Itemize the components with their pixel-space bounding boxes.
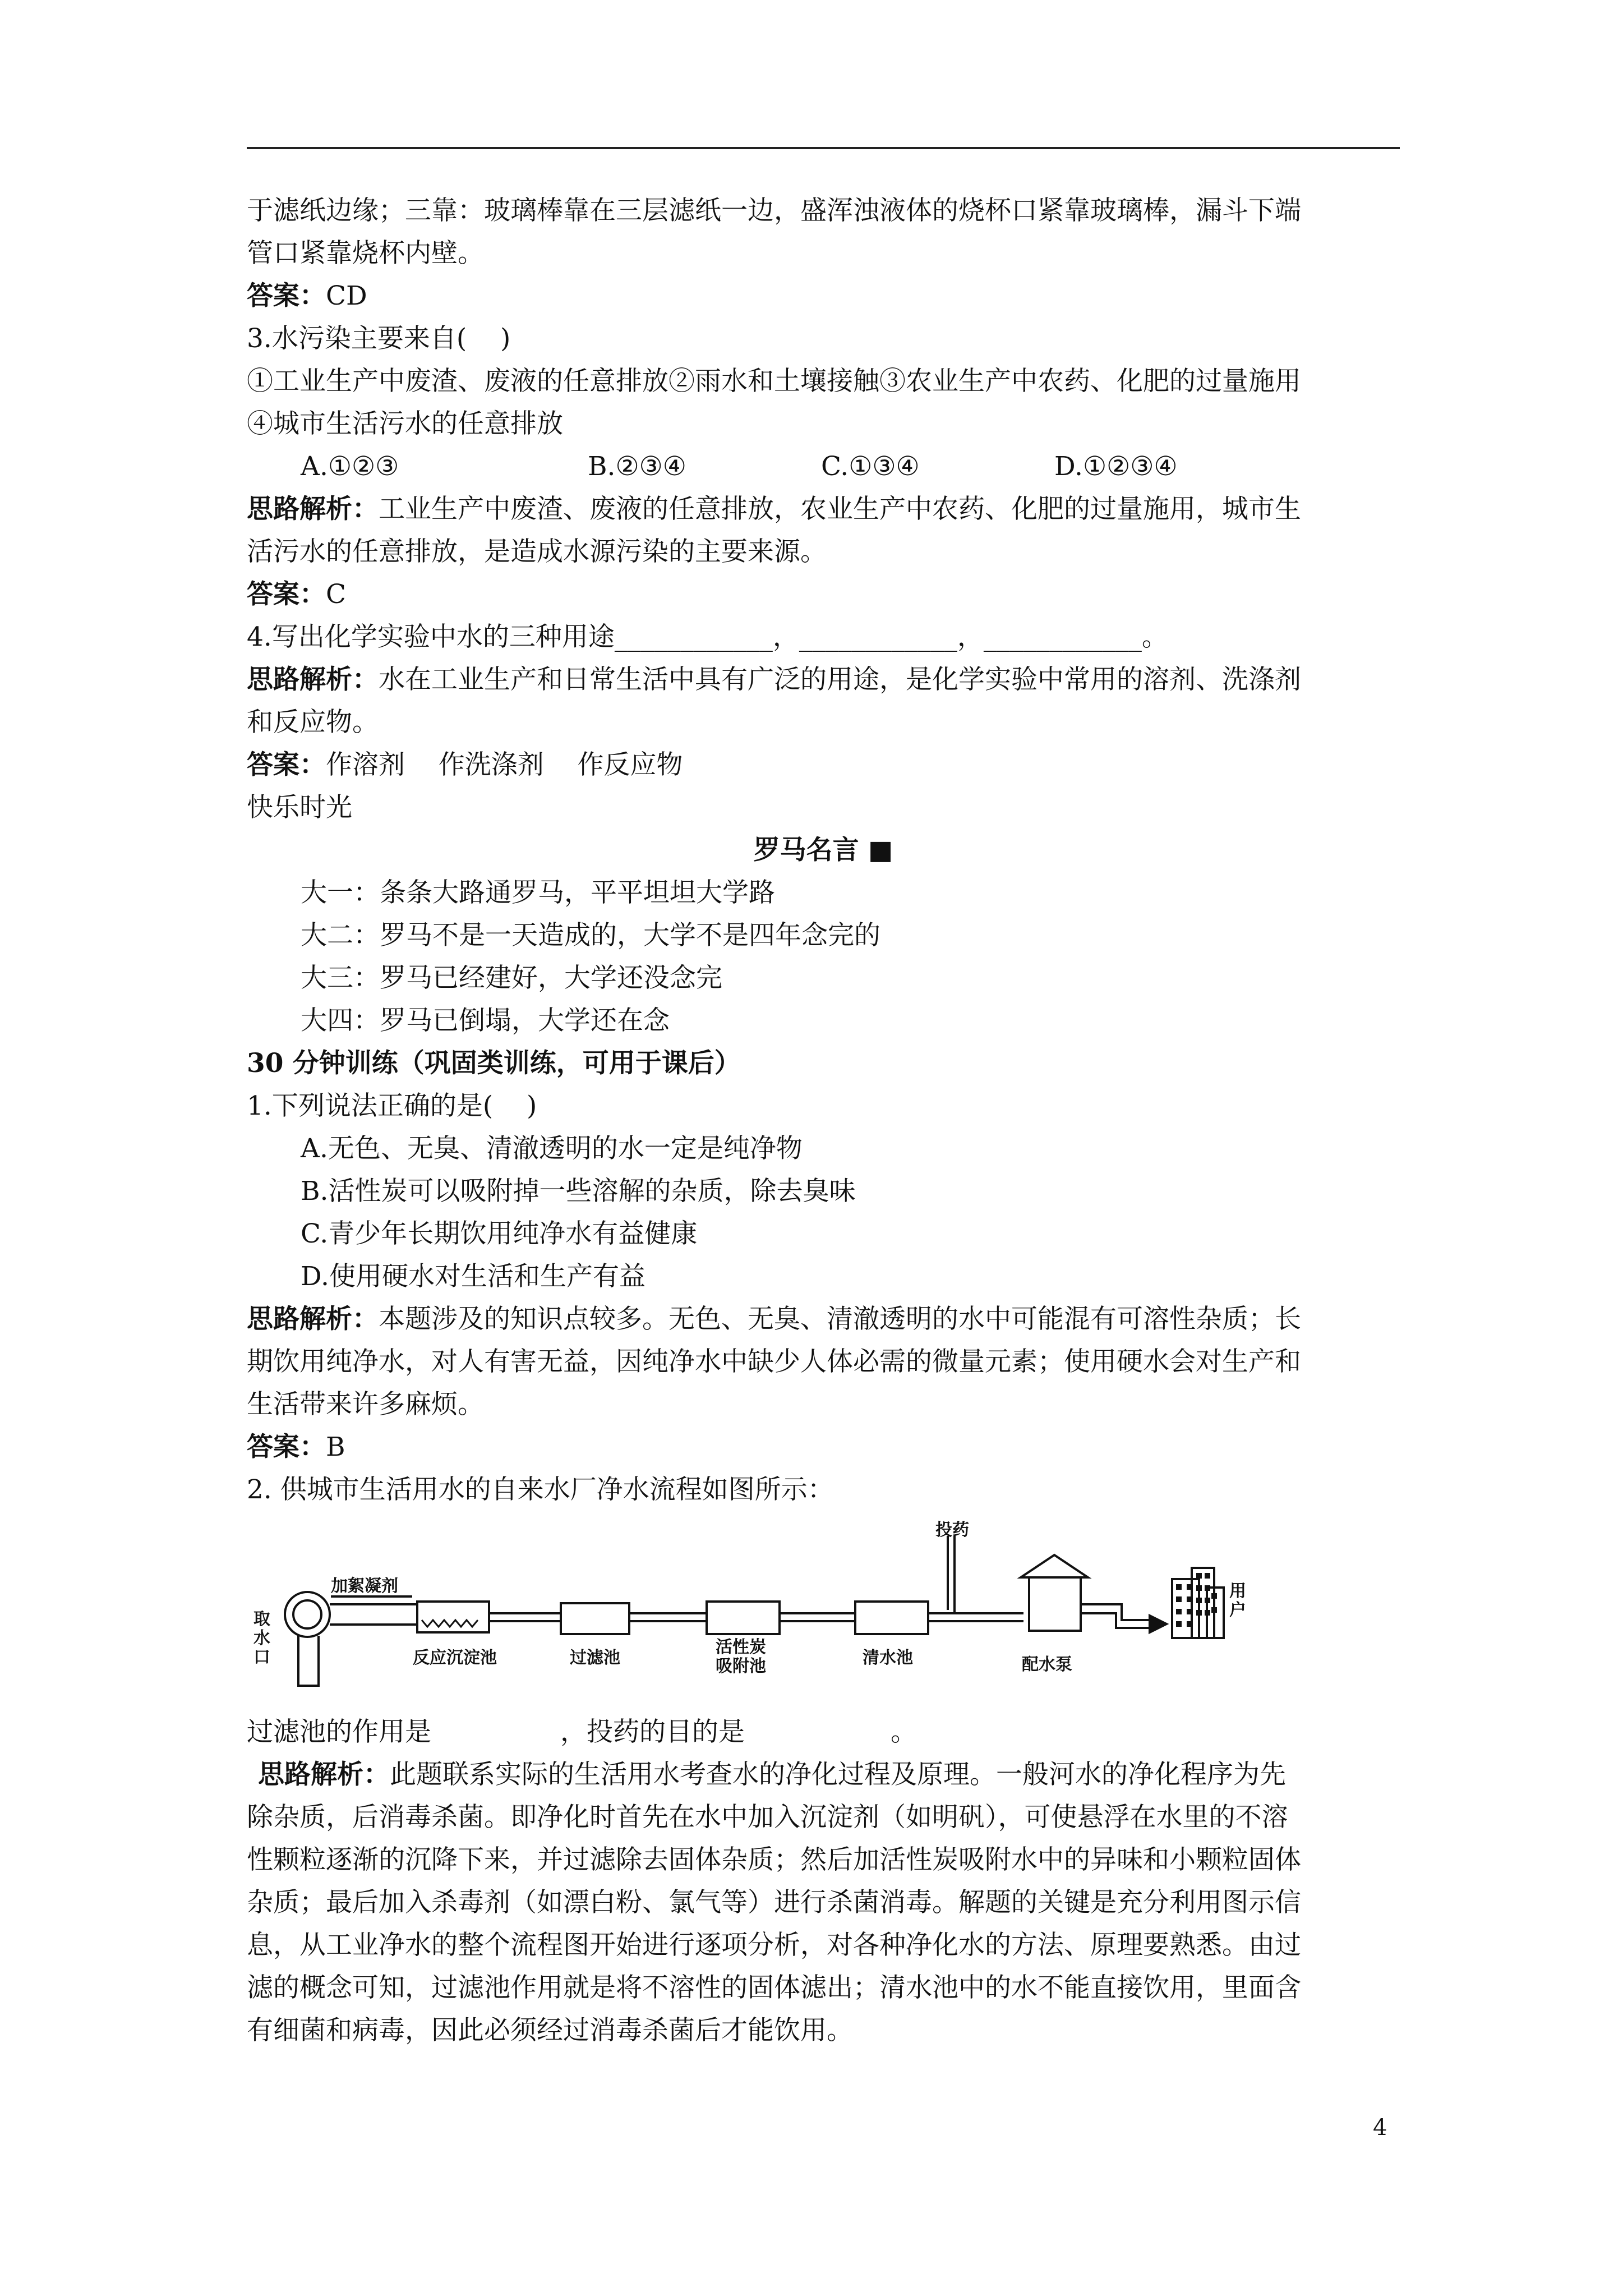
header-rule [247,147,1400,149]
rome-line: 大三：罗马已经建好，大学还没念完 [301,963,722,993]
analysis-text: 水在工业生产和日常生活中具有广泛的用途，是化学实验中常用的溶剂、洗涤剂 [379,664,1301,695]
coagulant-feed [330,1604,417,1612]
analysis-line: 和反应物。 [247,707,379,738]
option-c: C.青少年长期饮用纯净水有益健康 [301,1218,698,1249]
intake-label: 取水口 [253,1609,270,1667]
answer-label: 答案： [247,749,326,780]
analysis-line: 杂质；最后加入杀毒剂（如漂白粉、氯气等）进行杀菌消毒。解题的关键是充分利用图示信 [247,1887,1301,1918]
carbon-tank-shape [707,1602,780,1634]
analysis-line [247,488,1400,531]
rome-line: 大二：罗马不是一天造成的，大学不是四年念完的 [301,920,880,951]
analysis-line: 除杂质，后消毒杀菌。即净化时首先在水中加入沉淀剂（如明矾），可使悬浮在水里的不溶 [247,1802,1288,1833]
question-2-part-a: 过滤池的作用是 [247,1717,431,1747]
filter-tank-shape [561,1603,629,1634]
reaction-tank-label: 反应沉淀池 [413,1648,497,1668]
rome-line: 大一：条条大路通罗马，平平坦坦大学路 [301,877,775,908]
page-number: 4 [1373,2115,1387,2141]
user-label: 用户 [1229,1581,1246,1620]
analysis-line: 滤的概念可知，过滤池作用就是将不溶性的固体滤出；清水池中的水不能直接饮用，里面含 [247,1972,1301,2003]
analysis-line: 有细菌和病毒，因此必须经过消毒杀菌后才能饮用。 [247,2015,853,2046]
analysis-text: 本题涉及的知识点较多。无色、无臭、清澈透明的水中可能混有可溶性杂质；长 [379,1304,1301,1335]
text-line: 于滤纸边缘；三靠：玻璃棒靠在三层滤纸一边，盛浑浊液体的烧杯口紧靠玻璃棒，漏斗下端 [247,195,1301,226]
carbon-tank-label: 活性炭吸附池 [716,1637,766,1676]
question-3-items: ①工业生产中废渣、废液的任意排放②雨水和土壤接触③农业生产中农药、化肥的过量施用 [247,366,1301,397]
analysis-label: 思路解析： [258,1759,390,1790]
answer-value: B [326,1432,345,1462]
analysis-label: 思路解析： [247,664,379,695]
water-treatment-diagram [247,1520,1256,1700]
question-3: 3.水污染主要来自( ) [247,323,511,354]
answer-line [247,275,1400,318]
answer-line [247,1426,1400,1469]
answer-label: 答案： [247,1432,326,1462]
analysis-label: 思路解析： [247,494,379,524]
answer-label: 答案： [247,579,326,610]
intake-inner-circle [293,1600,321,1628]
answer-line [247,573,1400,616]
question-2-part-b: ，投药的目的是 [560,1717,745,1747]
analysis-line: 活污水的任意排放，是造成水源污染的主要来源。 [247,536,827,567]
option-a: A.无色、无臭、清澈透明的水一定是纯净物 [301,1133,803,1164]
reaction-tank-shape [417,1602,489,1632]
answer-value: CD [326,280,367,311]
analysis-line: 生活带来许多麻烦。 [247,1389,484,1420]
reaction-tank-waves [422,1620,478,1627]
question-3-options [247,445,1400,488]
analysis-text: 工业生产中废渣、废液的任意排放，农业生产中农药、化肥的过量施用，城市生 [379,494,1301,524]
dosing-label: 投药 [935,1520,969,1540]
question-2-part-c: 。 [891,1717,917,1747]
option-d: D.使用硬水对生活和生产有益 [301,1261,645,1292]
option-c: C.①③④ [821,451,920,482]
coagulant-label: 加絮凝剂 [331,1576,398,1596]
pump-label: 配水泵 [1022,1655,1072,1674]
clear-tank-label: 清水池 [863,1648,913,1668]
question-2-blanks [247,1711,1400,1754]
clear-tank-shape [855,1602,928,1634]
answer-line [247,744,1400,786]
option-b: B.②③④ [588,451,686,482]
analysis-line [247,1298,1400,1341]
answer-value: 作溶剂 作洗涤剂 作反应物 [326,749,683,780]
analysis-label: 思路解析： [247,1304,379,1335]
analysis-line: 息，从工业净水的整个流程图开始进行逐项分析，对各种净化水的方法、原理要熟悉。由过 [247,1930,1301,1961]
intake-outer-circle [285,1592,330,1637]
answer-label: 答案： [247,280,326,311]
section-heading: 30 分钟训练（巩固类训练，可用于课后） [247,1048,741,1079]
happy-time-heading: 快乐时光 [247,792,352,823]
intake-pipe [298,1636,319,1686]
question-4: 4.写出化学实验中水的三种用途____________，____________，____________。 [247,622,1168,652]
filter-tank-label: 过滤池 [570,1648,620,1668]
text-line: 管口紧靠烧杯内壁。 [247,238,484,269]
analysis-line [247,1754,1400,1796]
pump-roof [1021,1555,1088,1577]
analysis-line: 性颗粒逐渐的沉降下来，并过滤除去固体杂质；然后加活性炭吸附水中的异味和小颗粒固体 [247,1844,1301,1875]
question-1: 1.下列说法正确的是( ) [247,1091,537,1121]
question-2: 2. 供城市生活用水的自来水厂净水流程如图所示： [247,1474,834,1505]
analysis-line [247,659,1400,701]
pump-body [1029,1577,1081,1631]
answer-value: C [326,579,346,610]
analysis-line: 期饮用纯净水，对人有害无益，因纯净水中缺少人体必需的微量元素；使用硬水会对生产和 [247,1346,1301,1377]
rome-line: 大四：罗马已倒塌，大学还在念 [301,1005,670,1036]
page-content [247,190,1400,2052]
question-3-items: ④城市生活污水的任意排放 [247,408,563,439]
analysis-text: 此题联系实际的生活用水考查水的净化过程及原理。一般河水的净化程序为先 [390,1759,1286,1790]
arrow-head [1150,1616,1166,1632]
option-a: A.①②③ [301,451,399,482]
option-d: D.①②③④ [1054,451,1178,482]
rome-title: 罗马名言 ■ [753,835,893,866]
option-b: B.活性炭可以吸附掉一些溶解的杂质，除去臭味 [301,1176,856,1207]
